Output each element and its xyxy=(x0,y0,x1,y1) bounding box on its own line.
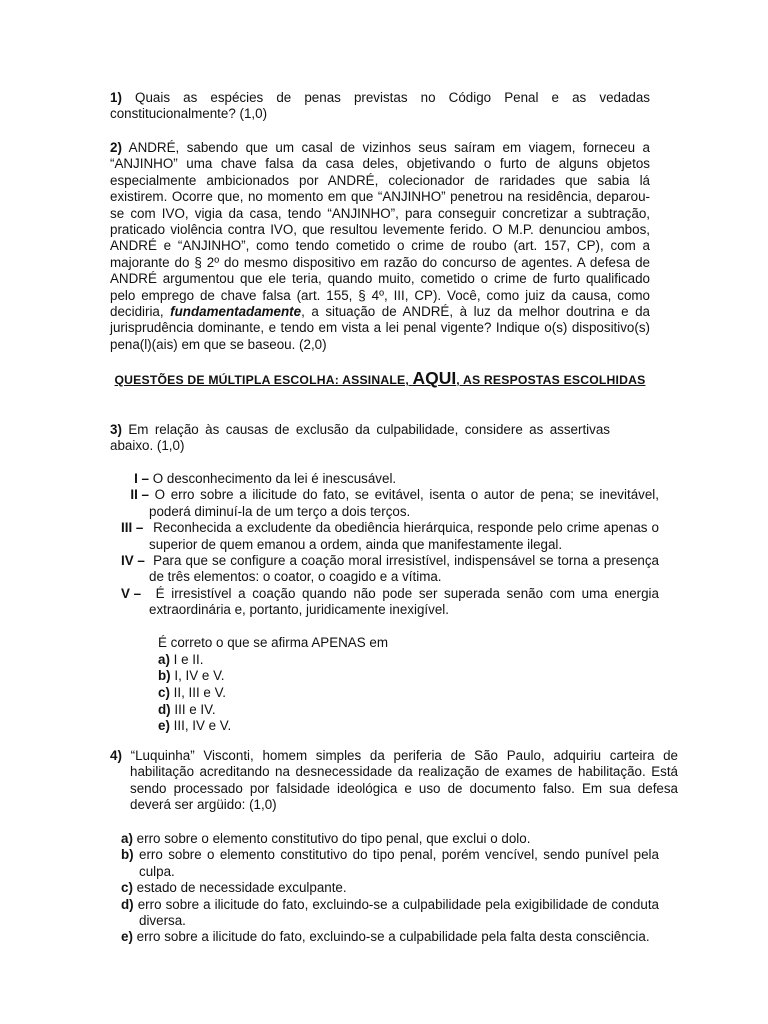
option-b[interactable]: b) erro sobre o elemento constitutivo do tipo penal, porém vencível, sendo punível pela culpa. xyxy=(121,847,659,879)
assertion-item: I – O desconhecimento da lei é inescusável. xyxy=(134,471,397,486)
question-number: 2) xyxy=(110,140,122,155)
option-e[interactable]: e) erro sobre a ilicitude do fato, excluindo-se a culpabilidade pela falta desta consciência. xyxy=(121,929,650,945)
option-a[interactable]: a) I e II. xyxy=(158,651,204,667)
section-title-emphasis: AQUI xyxy=(412,368,457,388)
assertion-item: V – É irresistível a coação quando não pode ser superada senão com uma energia extraordinária e, portanto, juridicamente inexigível. xyxy=(121,585,659,618)
question-text: “Luquinha” Visconti, homem simples da periferia de São Paulo, adquiriu carteira de habilitação acreditando na desnecessidade da realização de exames de habilitação. Está sendo processado por falsidade ideológica e uso de documento falso. Em sua defesa deverá ser argüido: (1,0) xyxy=(130,748,678,813)
question-1 xyxy=(110,90,650,123)
answer-options xyxy=(158,635,638,735)
question-number: 4) xyxy=(110,748,122,763)
emphasis-text: fundamentadamente xyxy=(170,304,302,320)
assertion-item: II – O erro sobre a ilicitude do fato, se evitável, isenta o autor de pena; se inevitável, poderá diminuí-la de um terço a dois terços. xyxy=(130,487,659,519)
question-text: Em relação às causas de exclusão da culpabilidade, considere as assertivas abaixo. (1,0) xyxy=(110,422,610,454)
answer-options xyxy=(121,831,659,946)
question-2 xyxy=(110,140,650,353)
question-text: ANDRÉ, sabendo que um casal de vizinhos seus saíram em viagem, forneceu a “ANJINHO” uma chave falsa da casa deles, objetivando o furto de alguns objetos especialmente ambicionados por ANDRÉ, colecionador de raridades que sabia lá existirem. Ocorre que, no momento em que “ANJINHO” penetrou na residência, deparou-se com IVO, vigia da casa, tendo “ANJINHO”, para conseguir concretizar a subtração, praticado violência contra IVO, que resultou levemente ferido. O M.P. denunciou ambos, ANDRÉ e “ANJINHO”, como tendo cometido o crime de roubo (art. 157, CP), com a majorante do § 2º do mesmo dispositivo em razão do concurso de agentes. A defesa de ANDRÉ argumentou que ele teria, quando muito, cometido o crime de furto qualificado pelo emprego de chave falsa (art. 155, § 4º, III, CP). Você, como juiz da causa, como decidiria, xyxy=(110,140,650,320)
assertion-list xyxy=(121,471,659,619)
question-text: Quais as espécies de penas previstas no Código Penal e as vedadas constitucionalmente? (1,0) xyxy=(110,90,650,122)
option-c[interactable]: c) II, III e V. xyxy=(158,685,227,701)
question-text-continued: , a situação de ANDRÉ, à luz da melhor doutrina e da jurisprudência dominante, e tendo em vista a lei penal vigente? Indique o(s) dispositivo(s) pena(l)(ais) em que se baseou. (2,0) xyxy=(110,304,650,352)
section-title: QUESTÕES DE MÚLTIPLA ESCOLHA: ASSINALE, AQUI, AS RESPOSTAS ESCOLHIDAS xyxy=(114,368,646,388)
options-prompt: É correto o que se afirma APENAS em xyxy=(158,635,388,650)
question-4 xyxy=(110,748,678,814)
option-d[interactable]: d) III e IV. xyxy=(158,701,216,717)
question-3 xyxy=(110,422,610,455)
option-a[interactable]: a) erro sobre o elemento constitutivo do tipo penal, que exclui o dolo. xyxy=(121,831,531,846)
option-e[interactable]: e) III, IV e V. xyxy=(158,718,232,734)
question-number: 1) xyxy=(110,90,122,105)
assertion-item: III – Reconhecida a excludente da obediência hierárquica, responde pelo crime apenas o superior de quem emanou a ordem, ainda que manifestamente ilegal. xyxy=(121,520,659,552)
option-b[interactable]: b) I, IV e V. xyxy=(158,668,225,684)
question-number: 3) xyxy=(110,422,122,437)
assertion-item: IV – Para que se configure a coação moral irresistível, indispensável se torna a presença de três elementos: o coator, o coagido e a vítima. xyxy=(121,553,659,585)
option-c[interactable]: c) estado de necessidade exculpante. xyxy=(121,880,347,896)
option-d[interactable]: d) erro sobre a ilicitude do fato, excluindo-se a culpabilidade pela exigibilidade de conduta diversa. xyxy=(121,896,659,929)
